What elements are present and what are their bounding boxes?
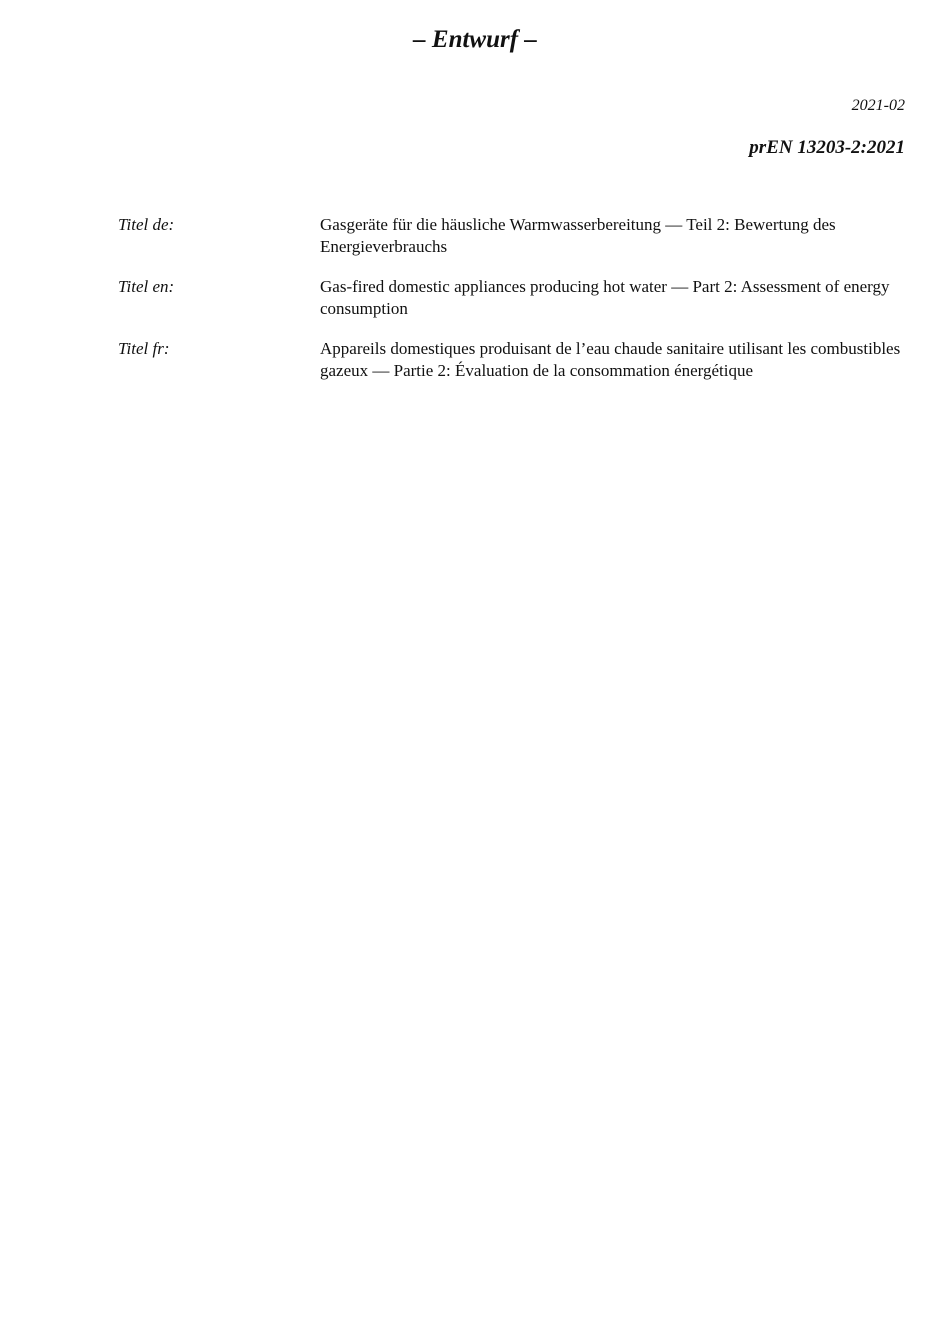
document-date: 2021-02 xyxy=(851,97,905,114)
title-row-fr xyxy=(118,338,908,382)
document-number: prEN 13203-2:2021 xyxy=(749,137,905,158)
title-row-de xyxy=(118,214,908,258)
title-label-en: Titel en: xyxy=(118,277,175,296)
title-label-fr: Titel fr: xyxy=(118,339,170,358)
title-text-de: Gasgeräte für die häusliche Warmwasserbereitung — Teil 2: Bewertung des Energieverbrauchs xyxy=(320,215,836,256)
title-row-en xyxy=(118,276,908,320)
draft-heading: – Entwurf – xyxy=(413,26,537,53)
title-label-de: Titel de: xyxy=(118,215,175,234)
title-text-en: Gas-fired domestic appliances producing hot water — Part 2: Assessment of energy consumption xyxy=(320,277,890,318)
title-text-fr: Appareils domestiques produisant de l’eau chaude sanitaire utilisant les combustibles gazeux — Partie 2: Évaluation de la consommation énergétique xyxy=(320,339,901,380)
titles-table xyxy=(118,214,908,400)
